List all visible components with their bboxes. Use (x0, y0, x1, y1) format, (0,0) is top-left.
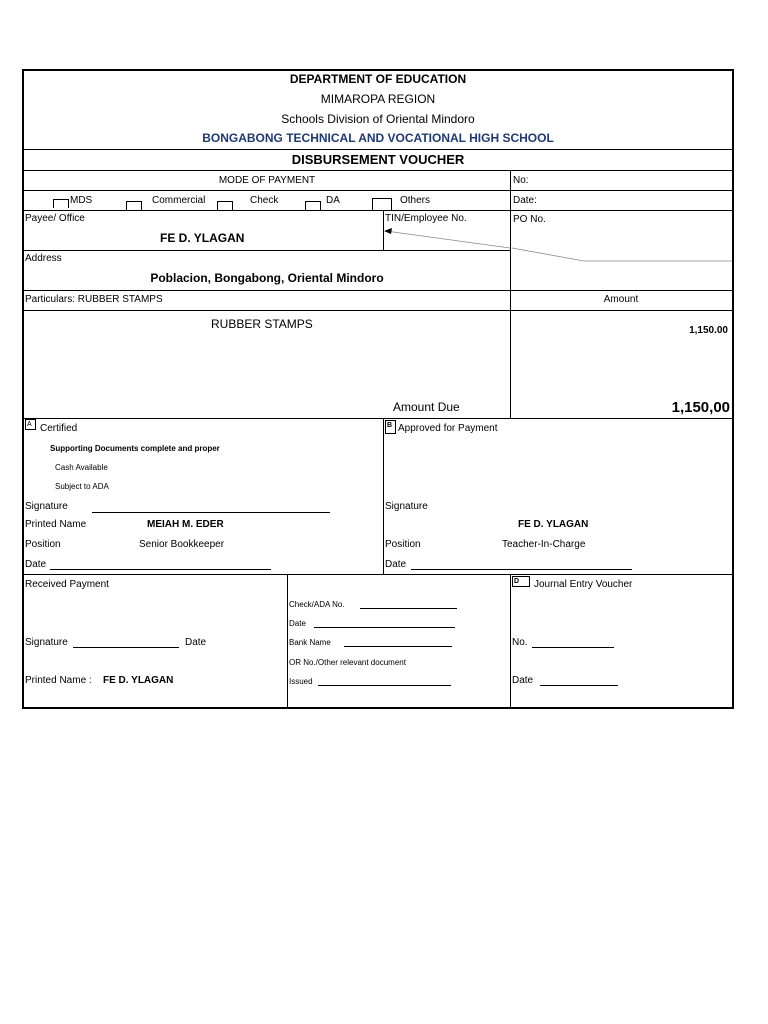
certified-line-1: Supporting Documents complete and proper (50, 444, 220, 453)
tin-label: TIN/Employee No. (385, 213, 467, 224)
callout-arrow-icon (384, 226, 732, 264)
certified-signature-line[interactable] (92, 512, 330, 513)
box-a (25, 419, 36, 430)
check-date-label: Date (289, 619, 306, 628)
divider (510, 310, 511, 418)
approved-date-line[interactable] (411, 569, 632, 570)
check-checkbox[interactable] (217, 201, 233, 210)
da-label: DA (326, 195, 340, 206)
approved-label: Approved for Payment (398, 423, 498, 434)
journal-no-line[interactable] (532, 647, 614, 648)
approved-position: Teacher-In-Charge (502, 539, 586, 550)
certified-position: Senior Bookkeeper (139, 539, 225, 550)
others-checkbox[interactable] (372, 198, 392, 210)
certified-printed-name: MEIAH M. EDER (147, 519, 224, 530)
divider (24, 190, 732, 191)
received-printed-name: FE D. YLAGAN (103, 675, 174, 686)
divider (24, 290, 732, 291)
school-name: BONGABONG TECHNICAL AND VOCATIONAL HIGH SCHOOL (202, 131, 554, 145)
payee-label: Payee/ Office (25, 213, 85, 224)
divider (24, 250, 510, 251)
certified-label: Certified (40, 423, 78, 434)
commercial-label: Commercial (152, 195, 206, 206)
da-checkbox[interactable] (305, 201, 321, 210)
divider (24, 210, 732, 211)
dept-title: DEPARTMENT OF EDUCATION (289, 72, 467, 86)
check-date-line[interactable] (314, 627, 455, 628)
divider (287, 574, 288, 709)
box-a-letter: A (27, 421, 32, 428)
bank-name-line[interactable] (344, 646, 452, 647)
bank-name-label: Bank Name (289, 638, 331, 647)
journal-date-label: Date (512, 675, 534, 686)
approved-position-label: Position (385, 539, 421, 550)
check-label: Check (250, 195, 279, 206)
divider (24, 149, 732, 150)
particular-item: RUBBER STAMPS (211, 317, 313, 331)
journal-date-line[interactable] (540, 685, 618, 686)
address-value: Poblacion, Bongabong, Oriental Mindoro (150, 271, 384, 285)
received-signature-label: Signature (25, 637, 68, 648)
divider (510, 574, 511, 709)
particulars-label: Particulars: RUBBER STAMPS (25, 294, 163, 305)
certified-signature-label: Signature (25, 501, 68, 512)
received-printed-name-label: Printed Name : (25, 675, 92, 686)
mode-of-payment-label: MODE OF PAYMENT (218, 175, 316, 186)
issued-line[interactable] (318, 685, 451, 686)
approved-date-label: Date (385, 559, 407, 570)
division-title: Schools Division of Oriental Mindoro (281, 112, 475, 126)
certified-line-2: Cash Available (55, 463, 108, 472)
address-label: Address (25, 253, 62, 264)
divider (24, 310, 732, 311)
payee-value: FE D. YLAGAN (160, 231, 245, 245)
journal-no-label: No. (512, 637, 528, 648)
certified-line-3: Subject to ADA (55, 482, 109, 491)
divider (24, 418, 732, 419)
box-d-letter: D (514, 578, 520, 585)
divider (24, 170, 732, 171)
issued-label: Issued (289, 677, 313, 686)
mds-checkbox[interactable] (53, 199, 69, 208)
voucher-no-label: No: (513, 175, 529, 186)
disbursement-voucher-form (22, 69, 734, 709)
date-label: Date: (513, 195, 537, 206)
approved-signature-label: Signature (385, 501, 428, 512)
approved-printed-name: FE D. YLAGAN (518, 519, 589, 530)
amount-due-label: Amount Due (393, 400, 460, 414)
or-no-label: OR No./Other relevant document (289, 658, 406, 667)
divider (383, 418, 384, 574)
divider (24, 574, 732, 575)
mds-label: MDS (70, 195, 93, 206)
others-label: Others (400, 195, 431, 206)
amount-due-value: 1,150,00 (671, 399, 730, 416)
amount-label: Amount (603, 294, 639, 305)
certified-printed-name-label: Printed Name (25, 519, 87, 530)
check-no-label: Check/ADA No. (289, 600, 345, 609)
region-title: MIMAROPA REGION (320, 92, 436, 106)
received-date-label: Date (185, 637, 207, 648)
received-payment-label: Received Payment (25, 579, 109, 590)
certified-position-label: Position (25, 539, 61, 550)
received-signature-line[interactable] (73, 647, 179, 648)
po-label: PO No. (513, 214, 546, 225)
box-b (385, 420, 396, 434)
journal-entry-label: Journal Entry Voucher (534, 579, 633, 590)
particular-item-amount: 1,150.00 (689, 325, 728, 336)
voucher-title: DISBURSEMENT VOUCHER (291, 152, 465, 167)
commercial-checkbox[interactable] (126, 201, 142, 210)
box-d (512, 576, 530, 587)
check-no-line[interactable] (360, 608, 457, 609)
box-b-letter: B (387, 422, 393, 429)
certified-date-line[interactable] (50, 569, 271, 570)
certified-date-label: Date (25, 559, 47, 570)
